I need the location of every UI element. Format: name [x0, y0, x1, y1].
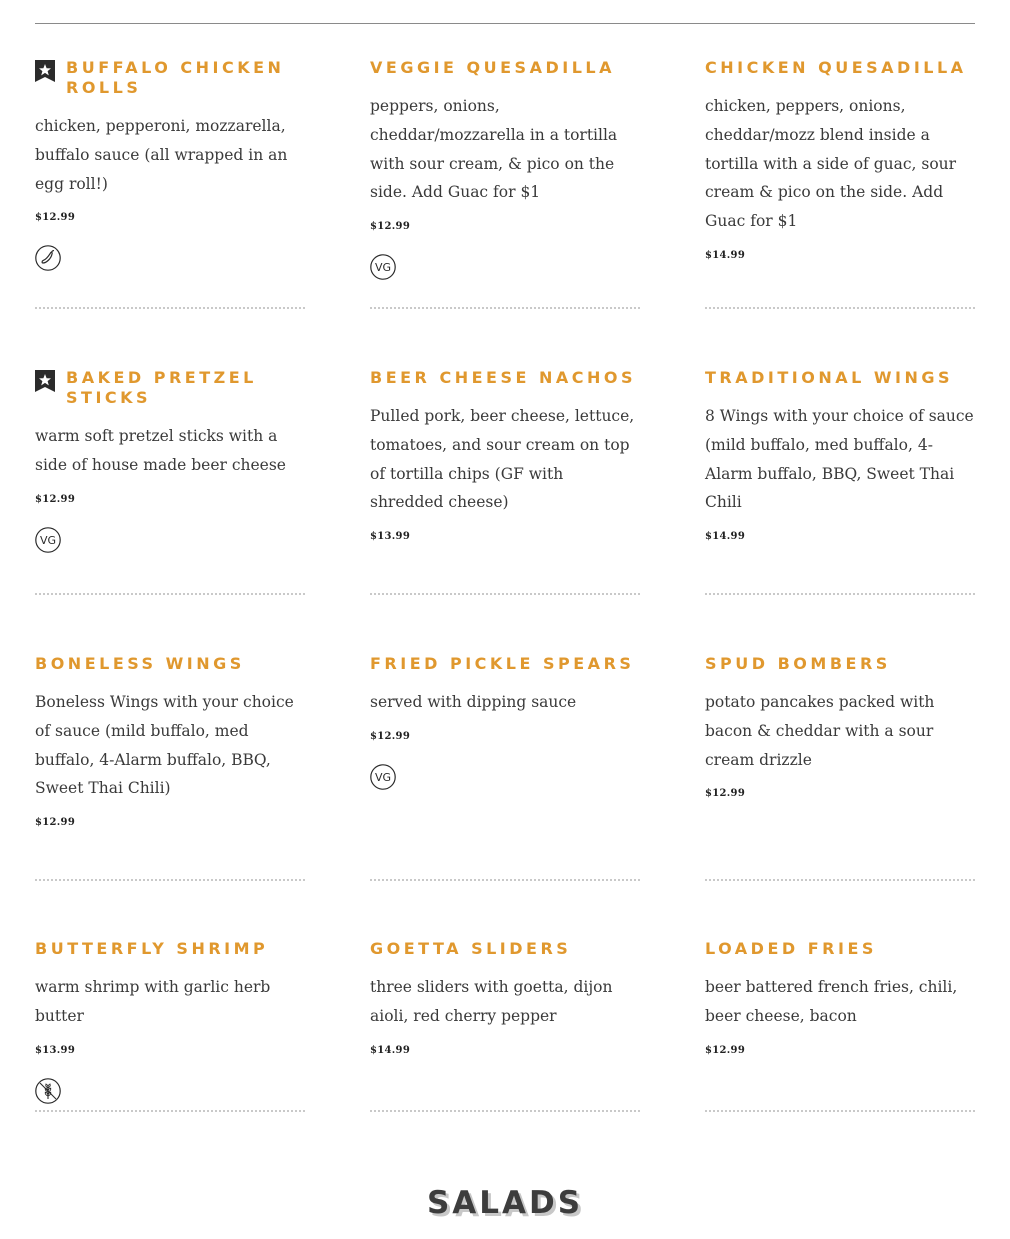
item-description: served with dipping sauce: [370, 693, 577, 711]
menu-item-traditional-wings: [705, 368, 975, 542]
item-name: CHICKEN QUESADILLA: [705, 58, 967, 77]
item-description: Boneless Wings with your choice of sauce (mild buffalo, med buffalo, 4-Alarm buffalo, BBQ, Sweet Thai Chili): [35, 693, 294, 798]
item-description: chicken, peppers, onions, cheddar/mozz blend inside a tortilla with a side of guac, sour cream & pico on the side. Add Guac for $1: [705, 97, 957, 231]
menu-item-loaded-fries: [705, 939, 975, 1056]
vegetarian-icon: [35, 527, 61, 553]
item-divider: [370, 1110, 640, 1112]
item-divider: [35, 1110, 305, 1112]
item-name: BUFFALO CHICKEN ROLLS: [66, 58, 285, 97]
svg-text:VG: VG: [374, 770, 392, 784]
svg-text:VG: VG: [374, 261, 392, 275]
item-divider: [370, 307, 640, 309]
menu-item-butterfly-shrimp: [35, 939, 305, 1104]
item-name: GOETTA SLIDERS: [370, 939, 572, 958]
spicy-pepper-icon: [35, 245, 61, 271]
item-name: BAKED PRETZEL STICKS: [66, 368, 257, 407]
item-name: FRIED PICKLE SPEARS: [370, 654, 635, 673]
gluten-free-icon: [35, 1078, 61, 1104]
item-price: $14.99: [705, 531, 746, 543]
item-name: VEGGIE QUESADILLA: [370, 58, 615, 77]
svg-text:VG: VG: [39, 533, 57, 547]
section-title-salads: SALADS: [426, 1185, 584, 1221]
menu-item-spud-bombers: [705, 654, 975, 799]
item-price: $14.99: [370, 1044, 411, 1056]
menu-item-baked-pretzel-sticks: [35, 368, 305, 553]
item-price: $12.99: [370, 221, 411, 233]
menu-item-beer-cheese-nachos: [370, 368, 640, 542]
item-divider: [35, 593, 305, 595]
menu-item-buffalo-chicken-rolls: [35, 58, 305, 271]
item-description: chicken, pepperoni, mozzarella, buffalo sauce (all wrapped in an egg roll!): [35, 117, 288, 193]
vegetarian-icon: [370, 254, 396, 280]
item-price: $12.99: [35, 493, 76, 505]
menu-item-goetta-sliders: [370, 939, 640, 1056]
item-description: warm shrimp with garlic herb butter: [35, 978, 271, 1025]
item-price: $12.99: [705, 1044, 746, 1056]
item-divider: [705, 307, 975, 309]
item-divider: [35, 307, 305, 309]
menu-item-boneless-wings: [35, 654, 305, 828]
item-description: peppers, onions, cheddar/mozzarella in a tortilla with sour cream, & pico on the side. Add Guac for $1: [370, 97, 618, 202]
menu-item-chicken-quesadilla: [705, 58, 975, 261]
item-price: $12.99: [35, 817, 76, 829]
item-description: warm soft pretzel sticks with a side of house made beer cheese: [35, 427, 286, 474]
item-price: $12.99: [705, 788, 746, 800]
menu-item-veggie-quesadilla: [370, 58, 640, 280]
item-description: Pulled pork, beer cheese, lettuce, tomatoes, and sour cream on top of tortilla chips (GF with shredded cheese): [370, 407, 635, 512]
item-description: potato pancakes packed with bacon & cheddar with a sour cream drizzle: [705, 693, 935, 769]
item-name: TRADITIONAL WINGS: [705, 368, 954, 387]
item-name: SPUD BOMBERS: [705, 654, 891, 673]
item-name: BEER CHEESE NACHOS: [370, 368, 636, 387]
featured-star-icon: [35, 370, 55, 392]
item-price: $12.99: [35, 212, 76, 224]
item-price: $12.99: [370, 730, 411, 742]
item-divider: [705, 1110, 975, 1112]
item-description: 8 Wings with your choice of sauce (mild buffalo, med buffalo, 4-Alarm buffalo, BBQ, Sweet Thai Chili: [705, 407, 974, 512]
item-price: $14.99: [705, 249, 746, 261]
item-description: beer battered french fries, chili, beer cheese, bacon: [705, 978, 958, 1025]
item-divider: [705, 879, 975, 881]
item-divider: [35, 879, 305, 881]
item-name: BUTTERFLY SHRIMP: [35, 939, 269, 958]
item-name: LOADED FRIES: [705, 939, 877, 958]
item-price: $13.99: [370, 531, 411, 543]
menu-item-fried-pickle-spears: [370, 654, 640, 790]
featured-star-icon: [35, 60, 55, 82]
item-name: BONELESS WINGS: [35, 654, 245, 673]
vegetarian-icon: [370, 764, 396, 790]
item-description: three sliders with goetta, dijon aioli, red cherry pepper: [370, 978, 613, 1025]
top-divider: [35, 23, 975, 24]
item-divider: [370, 593, 640, 595]
item-divider: [705, 593, 975, 595]
item-divider: [370, 879, 640, 881]
item-price: $13.99: [35, 1044, 76, 1056]
